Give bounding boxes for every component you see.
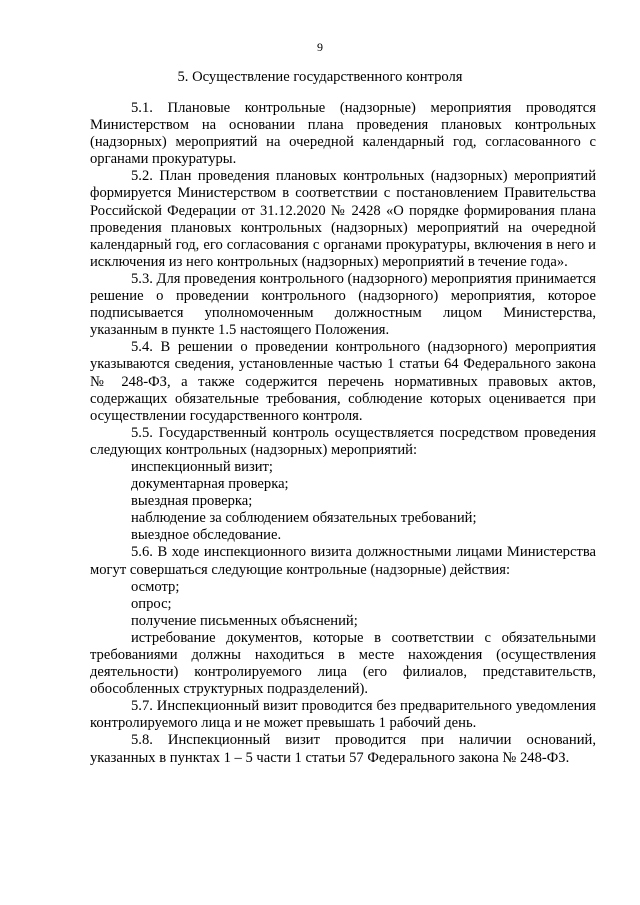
- page-number: 9: [317, 40, 323, 54]
- list-item-survey: опрос;: [131, 595, 172, 612]
- list-item-documentary-check: документарная проверка;: [131, 476, 289, 493]
- list-item-written-explanations: получение письменных объяснений;: [131, 612, 358, 629]
- list-item-inspection-visit: инспекционный визит;: [131, 458, 273, 475]
- list-item-onsite-check: выездная проверка;: [131, 493, 253, 510]
- document-body: [90, 100, 596, 767]
- section-heading: 5. Осуществление государственного контроля: [177, 69, 463, 85]
- paragraph-5-4: 5.4. В решении о проведении контрольного (надзорного) мероприятия указываются сведения, установленные частью 1 статьи 64 Федерального закона № 248-ФЗ, а также содержится перечень нормативных правовых актов, содержащих обязательные требования, соблюдение которых оценивается при осуществлении государственного контроля.: [90, 339, 596, 424]
- paragraph-5-6-documents: истребование документов, которые в соответствии с обязательными требованиями должны находиться в месте нахождения (осуществления деятельности) контролируемого лица (его филиалов, представительств, обособленных структурных подразделений).: [90, 629, 596, 698]
- list-item-inspection: осмотр;: [131, 578, 180, 595]
- paragraph-5-7: 5.7. Инспекционный визит проводится без предварительного уведомления контролируемого лица и не может превышать 1 рабочий день.: [90, 698, 596, 732]
- paragraph-5-3: 5.3. Для проведения контрольного (надзорного) мероприятия принимается решение о проведении контрольного (надзорного) мероприятия, которое подписывается уполномоченным должностным лицом Министерства, указанным в пункте 1.5 настоящего Положения.: [90, 270, 596, 339]
- paragraph-5-8: 5.8. Инспекционный визит проводится при наличии оснований, указанных в пунктах 1 – 5 части 1 статьи 57 Федерального закона № 248-ФЗ.: [90, 732, 596, 766]
- list-item-onsite-survey: выездное обследование.: [131, 527, 282, 544]
- paragraph-5-1: 5.1. Плановые контрольные (надзорные) мероприятия проводятся Министерством на основании плана проведения плановых контрольных (надзорных) мероприятий на очередной календарный год, согласованного с органами прокуратуры.: [90, 100, 596, 168]
- paragraph-5-5: 5.5. Государственный контроль осуществляется посредством проведения следующих контрольных (надзорных) мероприятий:: [90, 424, 596, 458]
- paragraph-5-2: 5.2. План проведения плановых контрольных (надзорных) мероприятий формируется Министерством в соответствии с постановлением Правительства Российской Федерации от 31.12.2020 № 2428 «О порядке формирования плана проведения плановых контрольных (надзорных) мероприятий на очередной календарный год, его согласования с органами прокуратуры, включения в него и исключения из него контрольных (надзорных) мероприятий в течение года».: [90, 168, 596, 270]
- list-item-observation: наблюдение за соблюдением обязательных требований;: [131, 510, 477, 527]
- paragraph-5-6: 5.6. В ходе инспекционного визита должностными лицами Министерства могут совершаться следующие контрольные (надзорные) действия:: [90, 544, 596, 578]
